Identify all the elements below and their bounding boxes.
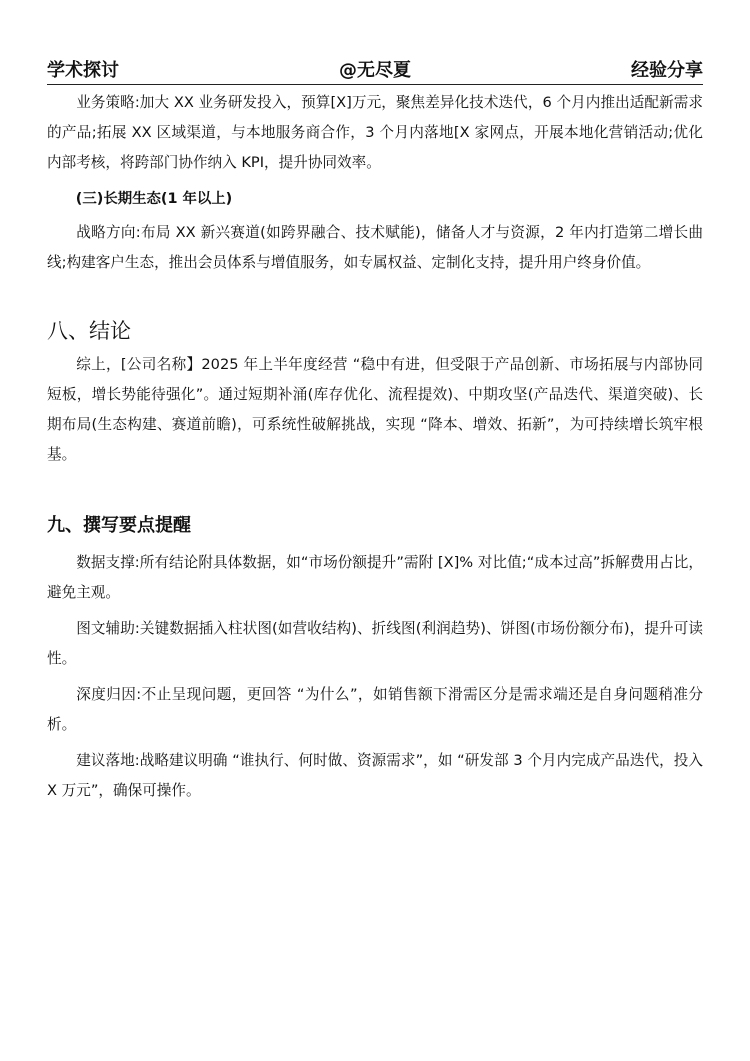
writing-tips-heading: 九、撰写要点提醒 [47, 515, 191, 536]
header-center-label: @无尽夏 [339, 60, 411, 81]
document-body [47, 88, 703, 806]
long-term-subheading: (三)长期生态(1 年以上) [75, 191, 233, 207]
conclusion-heading: 八、结论 [47, 319, 131, 343]
business-strategy-paragraph: 业务策略:加大 XX 业务研发投入，预算[X]万元，聚焦差异化技术迭代，6 个月内推出适配新需求的产品;拓展 XX 区域渠道，与本地服务商合作，3 个月内落地[X 家网点，开展本地化营销活动;优化内部考核，将跨部门协作纳入 KPI，提升协同效率。 [47, 94, 703, 171]
long-term-paragraph: 战略方向:布局 XX 新兴赛道(如跨界融合、技术赋能)，储备人才与资源，2 年内打造第二增长曲线;构建客户生态，推出会员体系与增值服务，如专属权益、定制化支持，提升用户终身价值。 [47, 224, 703, 271]
header-left-label: 学术探讨 [47, 60, 119, 81]
header-divider [47, 84, 703, 85]
conclusion-paragraph: 综上，[公司名称】2025 年上半年度经营 “稳中有进，但受限于产品创新、市场拓展与内部协同短板，增长势能待强化”。通过短期补涌(库存优化、流程提效)、中期攻坚(产品迭代、渠道突破)、长期布局(生态构建、赛道前瞻)，可系统性破解挑战，实现 “降本、增效、拓新”，为可持续增长筑牢根基。 [47, 356, 703, 463]
tip-implementation: 建议落地:战略建议明确 “谁执行、何时做、资源需求”，如 “研发部 3 个月内完成产品迭代，投入 X 万元”，确保可操作。 [47, 752, 703, 799]
tip-data-support: 数据支撑:所有结论附具体数据，如“市场份额提升”需附 [X]% 对比值;“成本过高”拆解费用占比，避免主观。 [47, 554, 703, 601]
tip-root-cause: 深度归因:不止呈现问题，更回答 “为什么”，如销售额下滑需区分是需求端还是自身问题稍准分析。 [47, 686, 703, 733]
header-right-label: 经验分享 [631, 60, 703, 81]
page-header [47, 54, 703, 84]
tip-visual-aid: 图文辅助:关键数据插入柱状图(如营收结构)、折线图(利润趋势)、饼图(市场份额分布)，提升可读性。 [47, 620, 703, 667]
